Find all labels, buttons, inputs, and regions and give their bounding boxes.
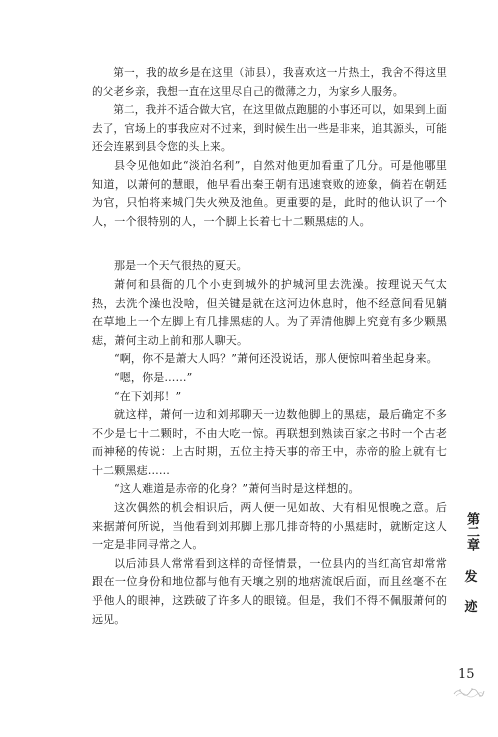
side-tab-spacer bbox=[460, 556, 482, 570]
paragraph-9: 就这样，萧何一边和刘邦聊天一边数他脚上的黑痣，最后确定不多不少是七十二颗时，不由大吃一惊。再联想到熟读百家之书时一个古老而神秘的传说：上古时期，五位主持天事的帝王中，赤帝的脸上就有七十二颗黑痣…… bbox=[92, 408, 447, 477]
decorative-flourish-icon bbox=[452, 686, 486, 698]
paragraph-7: “嗯，你是……” bbox=[114, 370, 193, 384]
chapter-title-char-2: 迹 bbox=[464, 600, 478, 615]
page-body bbox=[92, 64, 447, 629]
chapter-title-char-1: 发 bbox=[464, 570, 478, 585]
paragraph-6: “啊，你不是萧大人吗？”萧何还没说话，那人便惊叫着坐起身来。 bbox=[114, 352, 438, 366]
paragraph-12: 以后沛县人常常看到这样的奇怪情景，一位县内的当红高官却常常跟在一位身份和地位都与他有天壤之别的地痞流氓后面，而且丝毫不在乎他人的眼神，这跌破了许多人的眼镜。但是，我们不得不佩服萧何的远见。 bbox=[92, 556, 447, 626]
paragraph-5: 萧何和县衙的几个小吏到城外的护城河里去洗澡。按理说天气太热，去洗个澡也没啥，但关键是就在这河边休息时，他不经意间看见躺在草地上一个左脚上有几排黑痣的人。为了弄清他脚上究竟有多少颗黑痣，萧何主动上前和那人聊天。 bbox=[92, 277, 447, 347]
paragraph-8: “在下刘邦！” bbox=[114, 389, 182, 403]
paragraph-4: 那是一个天气很热的夏天。 bbox=[114, 259, 248, 273]
paragraph-10: “这人难道是赤帝的化身？”萧何当时是这样想的。 bbox=[114, 482, 360, 496]
paragraph-3: 县令见他如此“淡泊名利”，自然对他更加看重了几分。可是他哪里知道，以萧何的慧眼，他早看出秦王朝有迅速衰败的迹象，倘若在朝廷为官，只怕将来城门失火殃及池鱼。更重要的是，此时的他认识了一个人，一个很特别的人，一个脚上长着七十二颗黑痣的人。 bbox=[92, 158, 447, 228]
paragraph-11: 这次偶然的机会相识后，两人便一见如故、大有相见恨晚之意。后来据萧何所说，当他看到刘邦脚上那几排奇特的小黑痣时，就断定这人一定是非同寻常之人。 bbox=[92, 501, 447, 552]
side-tab-spacer bbox=[460, 586, 482, 600]
section-gap bbox=[92, 231, 447, 257]
paragraph-2: 第二，我并不适合做大官，在这里做点跑腿的小事还可以，如果到上面去了，官场上的事我应对不过来，到时候生出一些是非来，追其源头，可能还会连累到县令您的头上来。 bbox=[92, 104, 447, 154]
page-number: 15 bbox=[458, 667, 475, 682]
chapter-side-tab bbox=[460, 512, 482, 616]
chapter-label: 第二章 bbox=[464, 512, 479, 551]
paragraph-1: 第一，我的故乡是在这里（沛县），我喜欢这一片热土，我舍不得这里的父老乡亲，我想一直在这里尽自己的微薄之力，为家乡人服务。 bbox=[92, 67, 447, 98]
